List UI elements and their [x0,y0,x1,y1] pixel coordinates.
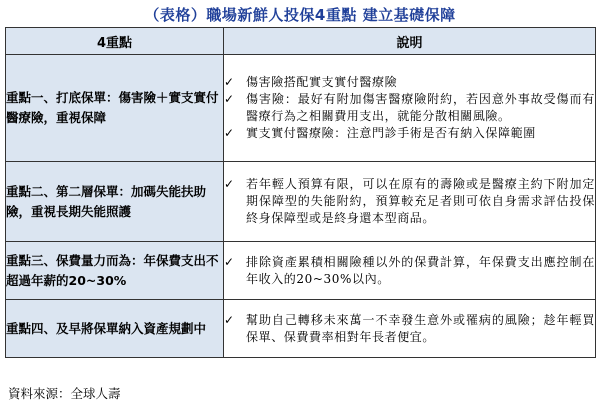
check-icon: ✓ [224,75,235,89]
description-cell [224,162,596,242]
check-icon: ✓ [224,177,235,191]
list-item: ✓ 實支實付醫療險：注意門診手術是否有納入保障範圍 [224,126,536,140]
list-item: ✓ 若年輕人預算有限，可以在原有的壽險或是醫療主約下附加定期保障型的失能附約，預算較充足者則可依自身需求評估投保終身保障型或是終身還本型商品。 [224,177,595,225]
list-item: ✓ 排除資產累積相關險種以外的保費計算，年保費支出應控制在年收入的20~30%以內。 [224,254,595,286]
point-cell: 重點二、第二層保單：加碼失能扶助險，重視長期失能照護 [6,162,224,242]
list-item: ✓ 傷害險搭配實支實付醫療險 [224,75,398,89]
point-cell: 重點四、及早將保單納入資產規劃中 [6,300,224,358]
header-points: 4重點 [6,28,224,55]
table-row [6,242,596,300]
check-icon: ✓ [224,312,235,327]
table-row [6,300,596,358]
source-note: 資料來源：全球人壽 [8,386,121,401]
table-row [6,55,596,162]
list-item: ✓ 傷害險：最好有附加傷害醫療險附約，若因意外事故受傷而有醫療行為之相關費用支出，就能分散相關風險。 [224,92,595,123]
table-row [6,162,596,242]
header-row [6,28,596,55]
point-cell: 重點三、保費量力而為：年保費支出不超過年薪的20~30% [6,242,224,300]
check-icon: ✓ [224,254,235,269]
header-description: 說明 [224,28,596,55]
description-cell [224,55,596,162]
description-cell [224,300,596,358]
description-cell [224,242,596,300]
point-cell: 重點一、打底保單：傷害險＋實支實付醫療險，重視保障 [6,55,224,162]
check-icon: ✓ [224,92,235,106]
list-item: ✓ 幫助自己轉移未來萬一不幸發生意外或罹病的風險；趁年輕買保單、保費費率相對年長者便宜。 [224,312,595,344]
table-title: （表格）職場新鮮人投保4重點 建立基礎保障 [144,6,456,24]
insurance-table [5,27,596,358]
check-icon: ✓ [224,126,235,140]
